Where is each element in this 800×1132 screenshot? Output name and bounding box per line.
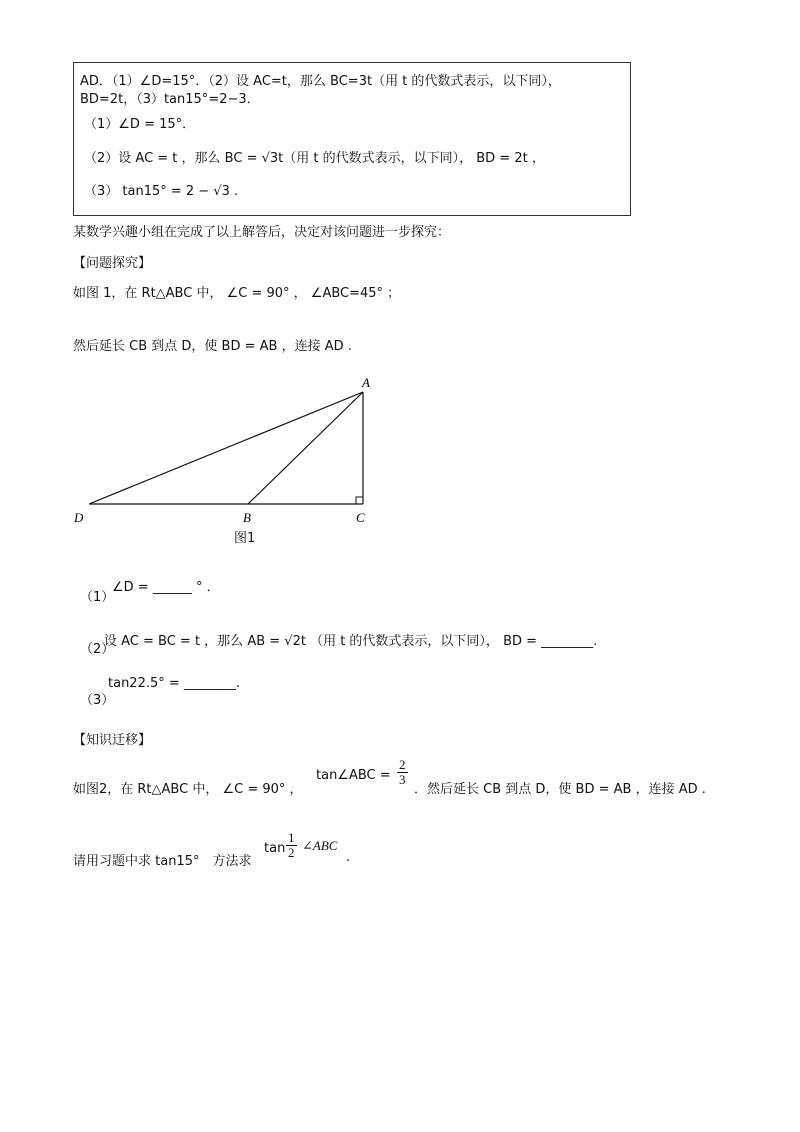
section-heading-exploration: 【问题探究】	[73, 256, 152, 271]
half-numerator: 1	[288, 830, 295, 845]
fraction-two-thirds	[397, 758, 408, 786]
fraction-denominator: 3	[399, 771, 406, 787]
answer-item-1: （1）∠D = 15°．	[84, 117, 196, 132]
fraction-one-half	[286, 831, 297, 859]
half-denominator: 2	[288, 844, 295, 860]
figure1-description: 如图 1，在 Rt△ABC 中， ∠C = 90° ， ∠ABC=45° ；	[73, 286, 401, 301]
figure2-description-pre: 如图2，在 Rt△ABC 中， ∠C = 90° ，	[73, 782, 303, 797]
intro-text: 某数学兴趣小组在完成了以上解答后，决定对该问题进一步探究：	[73, 225, 451, 240]
figure2-description-post: ．然后延长 CB 到点 D，使 BD = AB ，连接 AD .	[414, 782, 706, 797]
figure-1-triangle	[60, 372, 390, 552]
question-1-text: ∠D = ______ ° ．	[112, 580, 220, 595]
final-period: .	[346, 850, 351, 865]
answer-item-2: （2）设 AC = t ，那么 BC = √3t（用 t 的代数式表示，以下同）， BD = 2t ，	[84, 151, 545, 166]
figure1-construction: 然后延长 CB 到点 D，使 BD = AB ，连接 AD .	[73, 339, 352, 354]
label-b: B	[243, 510, 251, 525]
answer-item-3: （3） tan15° = 2 − √3 .	[84, 184, 239, 199]
label-a: A	[362, 375, 370, 390]
label-c: C	[356, 510, 365, 525]
figure2-tan-label: tan∠ABC =	[316, 768, 391, 783]
right-angle-mark	[356, 497, 363, 504]
question-1-number: （1）	[80, 590, 115, 605]
final-tan-label: tan	[264, 841, 286, 856]
final-angle-label: ∠ABC	[302, 838, 338, 853]
question-2-number: （2）	[80, 642, 115, 657]
segment-da	[89, 392, 363, 504]
question-2-text: 设 AC = BC = t ，那么 AB = √2t （用 t 的代数式表示，以下同）， BD = ________.	[104, 634, 598, 649]
segment-ba	[248, 392, 363, 504]
fraction-numerator: 2	[399, 757, 406, 772]
section-heading-transfer: 【知识迁移】	[73, 733, 152, 748]
question-3-text: tan22.5° = ________.	[108, 676, 241, 691]
question-3-number: （3）	[80, 693, 115, 708]
final-question-pre: 请用习题中求 tan15° 方法求	[73, 854, 252, 869]
label-d: D	[74, 510, 84, 525]
answer-line-1: AD．（1）∠D=15°．（2）设 AC=t，那么 BC=3t（用 t 的代数式表示，以下同），	[80, 74, 561, 89]
figure1-caption: 图1	[234, 531, 256, 546]
answer-line-2: BD=2t，（3）tan15°=2−3．	[80, 92, 260, 107]
